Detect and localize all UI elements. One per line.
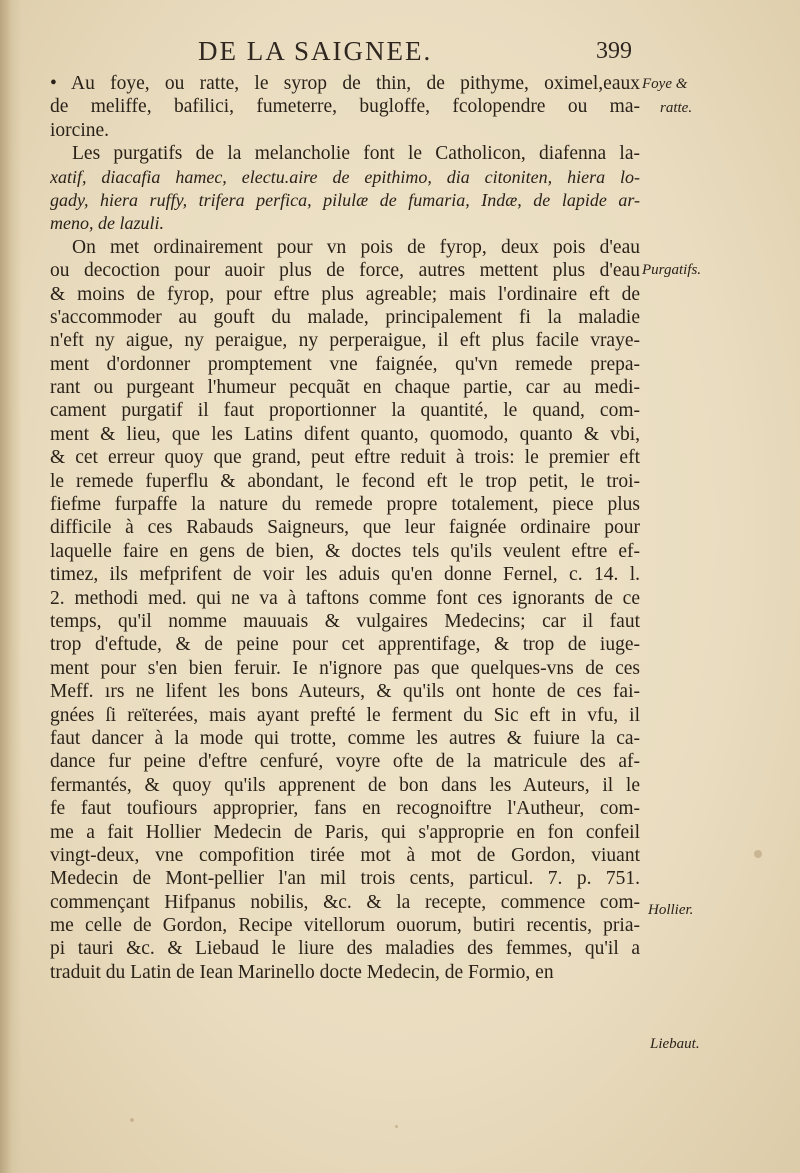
body-text <box>50 72 640 984</box>
margin-note: Liebaut. <box>650 1036 700 1052</box>
text-line: trop d'eftude, & de peine pour cet apprentifage, & trop de iuge- <box>50 634 640 656</box>
paper-stain <box>130 1118 134 1122</box>
text-line: xatif, diacafia hamec, electu.aire de epithimo, dia citoniten, hiera lo- <box>50 166 640 187</box>
text-line: vingt-deux, vne compofition tirée mot à mot de Gordon, viuant <box>50 844 640 866</box>
text-line: ment d'ordonner promptement vne faignée, qu'vn remede prepa- <box>50 353 640 375</box>
text-line: de meliffe, bafilici, fumeterre, bugloffe, fcolopendre ou ma- <box>50 96 640 118</box>
margin-note: ratte. <box>660 100 693 116</box>
text-line: dance fur peine d'eftre cenfuré, voyre ofte de la matricule des af- <box>50 751 640 773</box>
text-line: rant ou purgeant l'humeur pecquãt en chaque partie, car au medi- <box>50 377 640 399</box>
text-line: 2. methodi med. qui ne va à taftons comme font ces ignorants de ce <box>50 587 640 609</box>
running-head: DE LA SAIGNEE. <box>198 36 433 66</box>
page-header <box>0 36 800 76</box>
margin-note: Purgatifs. <box>642 262 702 278</box>
text-line: Medecin de Mont-pellier l'an mil trois cents, particul. 7. p. 751. <box>50 868 640 890</box>
text-line: fiefme furpaffe la nature du remede propre totalement, piece plus <box>50 494 640 516</box>
text-line: & moins de fyrop, pour eftre plus agreable; mais l'ordinaire eft de <box>50 283 640 305</box>
text-line: Les purgatifs de la melancholie font le Catholicon, diafenna la- <box>72 143 640 165</box>
text-line: fe faut toufiours approprier, fans en recognoiftre l'Autheur, com- <box>50 798 640 820</box>
text-line: & cet erreur quoy que grand, peut eftre reduit à trois: le premier eft <box>50 447 640 469</box>
page-number: 399 <box>596 38 632 64</box>
text-line: On met ordinairement pour vn pois de fyrop, deux pois d'eau <box>72 236 640 258</box>
text-line: ment pour s'en bien feruir. Ie n'ignore pas que quelques-vns de ces <box>50 657 640 679</box>
text-line: timez, ils mefprifent de voir les aduis qu'en donne Fernel, c. 14. l. <box>50 564 640 586</box>
text-line: meno, de lazuli. <box>50 213 164 234</box>
page-gutter-shadow <box>0 0 22 1173</box>
text-line: Meff. ırs ne lifent les bons Auteurs, & qu'ils ont honte de ces fai- <box>50 681 640 703</box>
text-line: ou decoction pour auoir plus de force, autres mettent plus d'eau <box>50 260 640 282</box>
text-line: iorcine. <box>50 119 110 141</box>
text-line: pi tauri &c. & Liebaud le liure des maladies des femmes, qu'il a <box>50 938 640 960</box>
text-line: gady, hiera ruffy, trifera perfica, pilulæ de fumaria, Indæ, de lapide ar- <box>50 189 640 210</box>
text-line: cament purgatif il faut proportionner la quantité, le quand, com- <box>50 400 640 422</box>
margin-note: Foye & <box>642 76 688 92</box>
text-line: fermantés, & quoy qu'ils apprenent de bon dans les Auteurs, il le <box>50 774 640 796</box>
paper-stain <box>754 850 762 858</box>
text-line: faut dancer à la mode qui trotte, comme les autres & fuiure la ca- <box>50 727 640 749</box>
text-line: me celle de Gordon, Recipe vitellorum ouorum, butiri recentis, pria- <box>50 915 640 937</box>
text-line: n'eft ny aigue, ny peraigue, ny perperaigue, il eft plus facile vraye- <box>50 330 640 352</box>
text-line: traduit du Latin de Iean Marinello docte Medecin, de Formio, en <box>50 961 554 983</box>
text-line: commençant Hifpanus nobilis, &c. & la recepte, commence com- <box>50 891 640 913</box>
text-line: me a fait Hollier Medecin de Paris, qui s'approprie en fon confeil <box>50 821 640 843</box>
text-line: le remede fuperflu & abondant, le fecond eft le trop petit, le troi- <box>50 470 640 492</box>
text-line: temps, qu'il nomme mauuais & vulgaires Medecins; car il faut <box>50 610 640 632</box>
text-line: laquelle faire en gens de bien, & doctes tels qu'ils veulent eftre ef- <box>50 540 640 562</box>
text-line: difficile à ces Rabauds Saigneurs, que leur faignée ordinaire pour <box>50 517 640 539</box>
text-line: gnées ſi reïterées, mais ayant prefté le ferment du Sic eft in vfu, il <box>50 704 640 726</box>
paper-stain <box>395 1125 398 1128</box>
text-line: s'accommoder au gouft du malade, principalement fi la maladie <box>50 306 640 328</box>
text-line: • Au foye, ou ratte, le syrop de thin, de pithyme, oximel,eaux <box>50 73 640 94</box>
text-line: ment & lieu, que les Latins difent quanto, quomodo, quanto & vbi, <box>50 423 640 445</box>
margin-note: Hollier. <box>648 902 694 918</box>
